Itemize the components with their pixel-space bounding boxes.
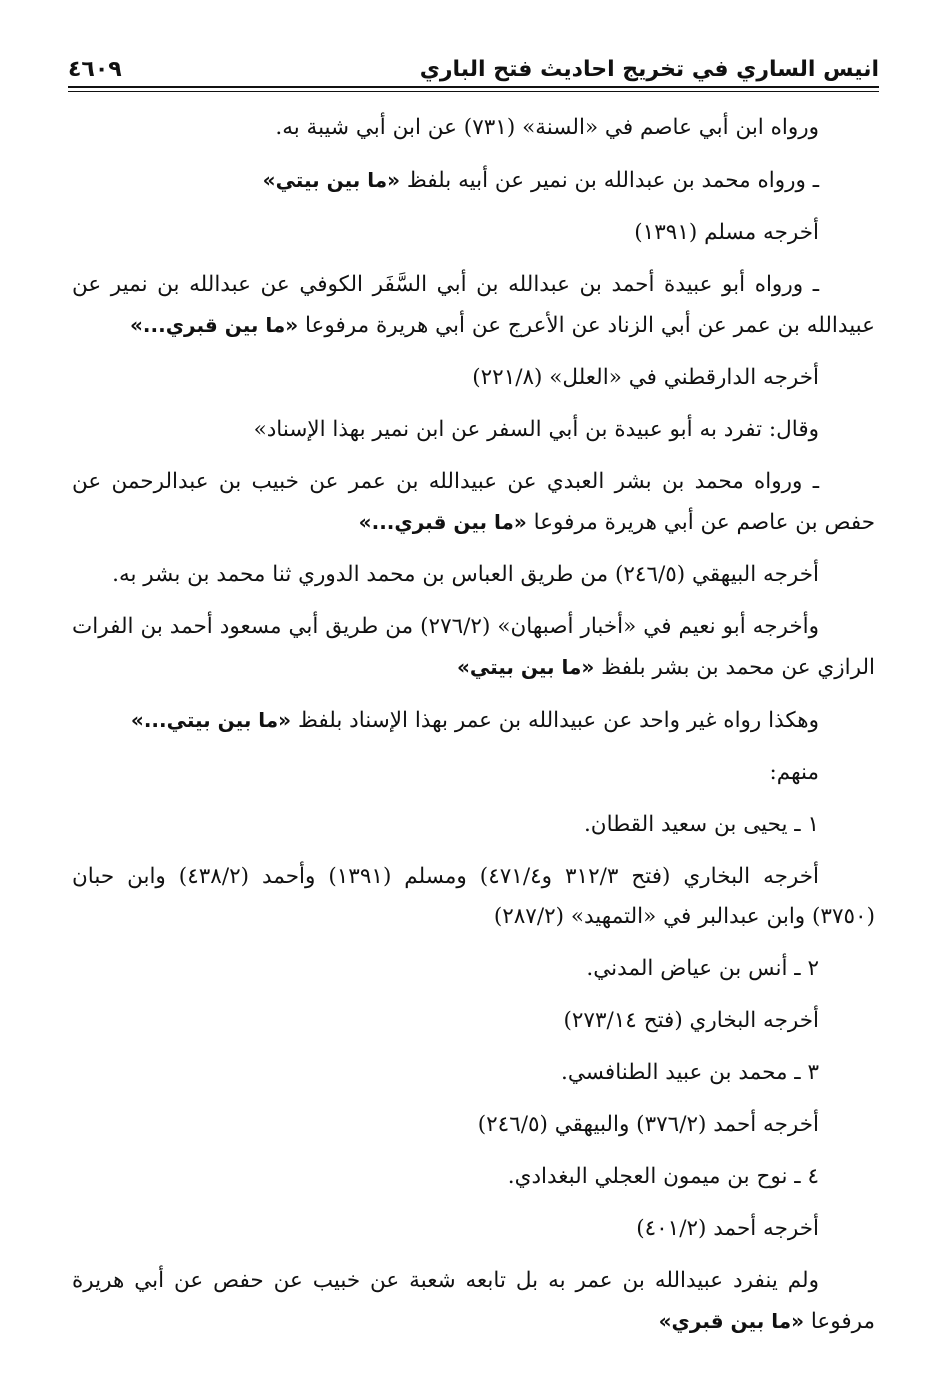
hadith-quote: «ما بين بيتي» [262,168,401,192]
text-run: أخرجه البخاري (فتح ٣١٢/٣ و٤٧١/٤) ومسلم (١٣٩١) وأحمد (٤٣٨/٢) وابن حبان (٣٧٥٠) وابن عبدالبر في «التمهيد» (٢٨٧/٢) [72,864,875,929]
paragraph [72,213,875,253]
hadith-quote: «ما بين قبري...» [130,313,299,337]
text-run: منهم: [769,760,819,785]
hadith-quote: «ما بين قبري...» [358,510,527,534]
text-run: ـ ورواه محمد بن عبدالله بن نمير عن أبيه بلفظ [400,168,819,193]
paragraph [72,160,875,201]
paragraph [72,949,875,989]
paragraph [72,1209,875,1249]
paragraph [72,555,875,595]
text-run: ولم ينفرد عبيدالله بن عمر به بل تابعه شعبة عن خبيب عن حفص عن أبي هريرة مرفوعا [72,1268,875,1334]
paragraph [72,805,875,845]
text-run: وأخرجه أبو نعيم في «أخبار أصبهان» (٢٧٦/٢) من طريق أبي مسعود أحمد بن الفرات الرازي عن محمد بن بشر بلفظ [72,614,875,680]
header-rule-thin [68,91,879,92]
paragraph [72,358,875,398]
running-header [68,44,879,82]
text-run: أخرجه أحمد (٣٧٦/٢) والبيهقي (٢٤٦/٥) [477,1112,819,1137]
paragraph [72,1053,875,1093]
text-run: أخرجه البيهقي (٢٤٦/٥) من طريق العباس بن محمد الدوري ثنا محمد بن بشر به. [112,562,819,587]
text-run: ١ ـ يحيى بن سعيد القطان. [583,812,819,837]
text-run: ـ ورواه أبو عبيدة أحمد بن عبدالله بن أبي السَّفَر الكوفي عن عبدالله بن نمير عن عبيدالله بن عمر عن أبي الزناد عن الأعرج عن أبي هريرة مرفوعا [72,272,875,338]
text-run: وهكذا رواه غير واحد عن عبيدالله بن عمر بهذا الإسناد بلفظ [291,708,819,733]
paragraph [72,1261,875,1342]
header-rule-thick [68,86,879,88]
running-title: انيس الساري في تخريج احاديث فتح الباري [419,57,879,82]
text-run: أخرجه البخاري (فتح ٢٧٣/١٤) [563,1008,819,1033]
paragraph [72,700,875,741]
hadith-quote: «ما بين بيتي» [456,655,595,679]
text-run: أخرجه مسلم (١٣٩١) [634,220,819,245]
text-run: ورواه ابن أبي عاصم في «السنة» (٧٣١) عن ابن أبي شيبة به. [275,115,819,140]
paragraph [72,857,875,937]
page-number: ٤٦٠٩ [68,57,122,82]
text-run: أخرجه أحمد (٤٠١/٢) [636,1216,819,1241]
text-run: ٤ ـ نوح بن ميمون العجلي البغدادي. [507,1164,819,1189]
text-run: ٣ ـ محمد بن عبيد الطنافسي. [561,1060,819,1085]
text-run: أخرجه الدارقطني في «العلل» (٢٢١/٨) [472,365,819,390]
text-run: ٢ ـ أنس بن عياض المدني. [586,956,819,981]
paragraph [72,108,875,148]
paragraph [72,1157,875,1197]
text-run: وقال: تفرد به أبو عبيدة بن أبي السفر عن ابن نمير بهذا الإسناد» [253,417,819,442]
paragraph [72,607,875,688]
hadith-quote: «ما بين بيتي...» [130,708,292,732]
paragraph [72,1001,875,1041]
page-body [72,108,875,1354]
hadith-quote: «ما بين قبري» [658,1309,805,1333]
text-run: ـ ورواه محمد بن بشر العبدي عن عبيدالله بن عمر عن خبيب بن عبدالرحمن عن حفص بن عاصم عن أبي هريرة مرفوعا [72,469,875,535]
paragraph [72,410,875,450]
paragraph [72,1105,875,1145]
paragraph [72,265,875,346]
paragraph [72,753,875,793]
paragraph [72,462,875,543]
